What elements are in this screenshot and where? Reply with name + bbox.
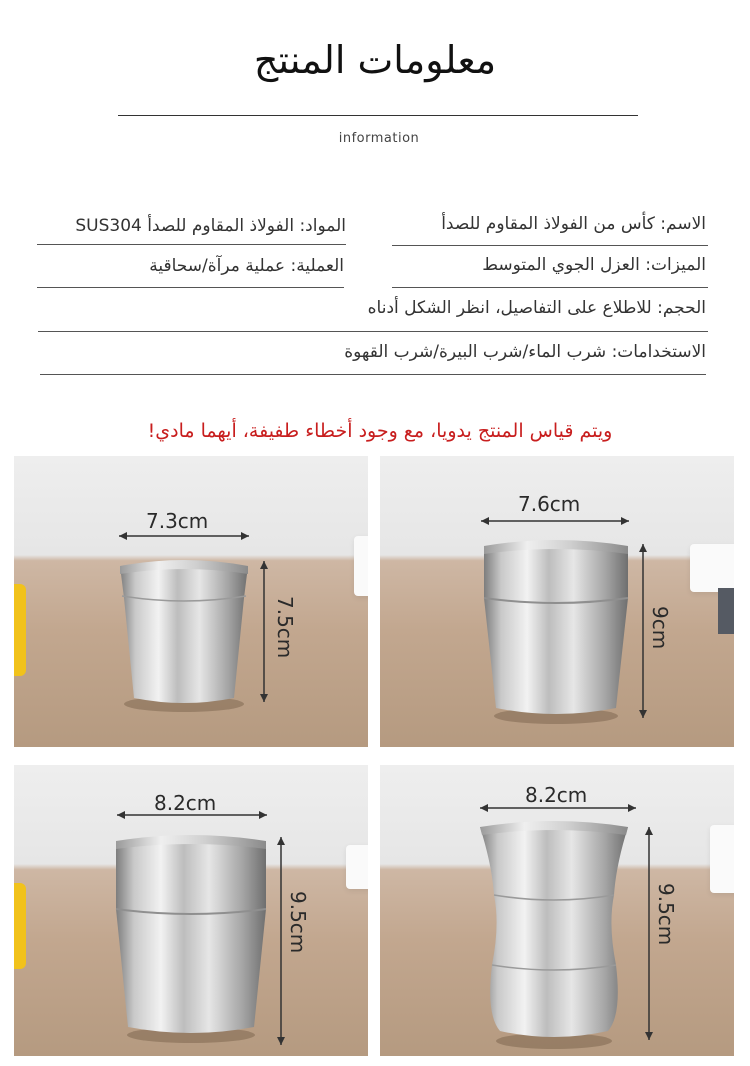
- height-label: 9cm: [648, 606, 672, 650]
- width-label: 8.2cm: [525, 783, 588, 807]
- spec-size: الحجم: للاطلاع على التفاصيل، انظر الشكل أدناه: [367, 298, 706, 318]
- spec-uses: الاستخدامات: شرب الماء/شرب البيرة/شرب القهوة: [344, 342, 706, 362]
- page-subtitle: information: [338, 131, 420, 146]
- dimension-lines: [14, 456, 368, 747]
- height-label: 9.5cm: [654, 883, 678, 946]
- spec-divider: [392, 245, 708, 246]
- spec-divider: [38, 331, 708, 332]
- width-label: 7.3cm: [146, 509, 209, 533]
- spec-features: الميزات: العزل الجوي المتوسط: [482, 255, 706, 275]
- spec-divider: [40, 374, 706, 375]
- spec-name: الاسم: كأس من الفولاذ المقاوم للصدأ: [441, 214, 706, 234]
- dimension-lines: [380, 765, 734, 1056]
- spec-divider: [392, 287, 708, 288]
- width-label: 7.6cm: [518, 492, 581, 516]
- product-photo-medium-cup: [380, 456, 734, 747]
- spec-material: المواد: الفولاذ المقاوم للصدأ SUS304: [75, 216, 346, 236]
- product-photo-curved-cup: [380, 765, 734, 1056]
- measurement-note: ويتم قياس المنتج يدويا، مع وجود أخطاء طفيفة، أيهما مادي!: [147, 420, 613, 442]
- spec-divider: [37, 244, 346, 245]
- product-photo-large-cup: [14, 765, 368, 1056]
- height-label: 7.5cm: [273, 596, 297, 659]
- title-divider: [118, 115, 638, 116]
- width-label: 8.2cm: [154, 791, 217, 815]
- spec-process: العملية: عملية مرآة/سحاقية: [149, 256, 344, 276]
- height-label: 9.5cm: [286, 891, 310, 954]
- page-title: معلومات المنتج: [253, 38, 497, 82]
- product-photo-small-cup: [14, 456, 368, 747]
- spec-divider: [37, 287, 344, 288]
